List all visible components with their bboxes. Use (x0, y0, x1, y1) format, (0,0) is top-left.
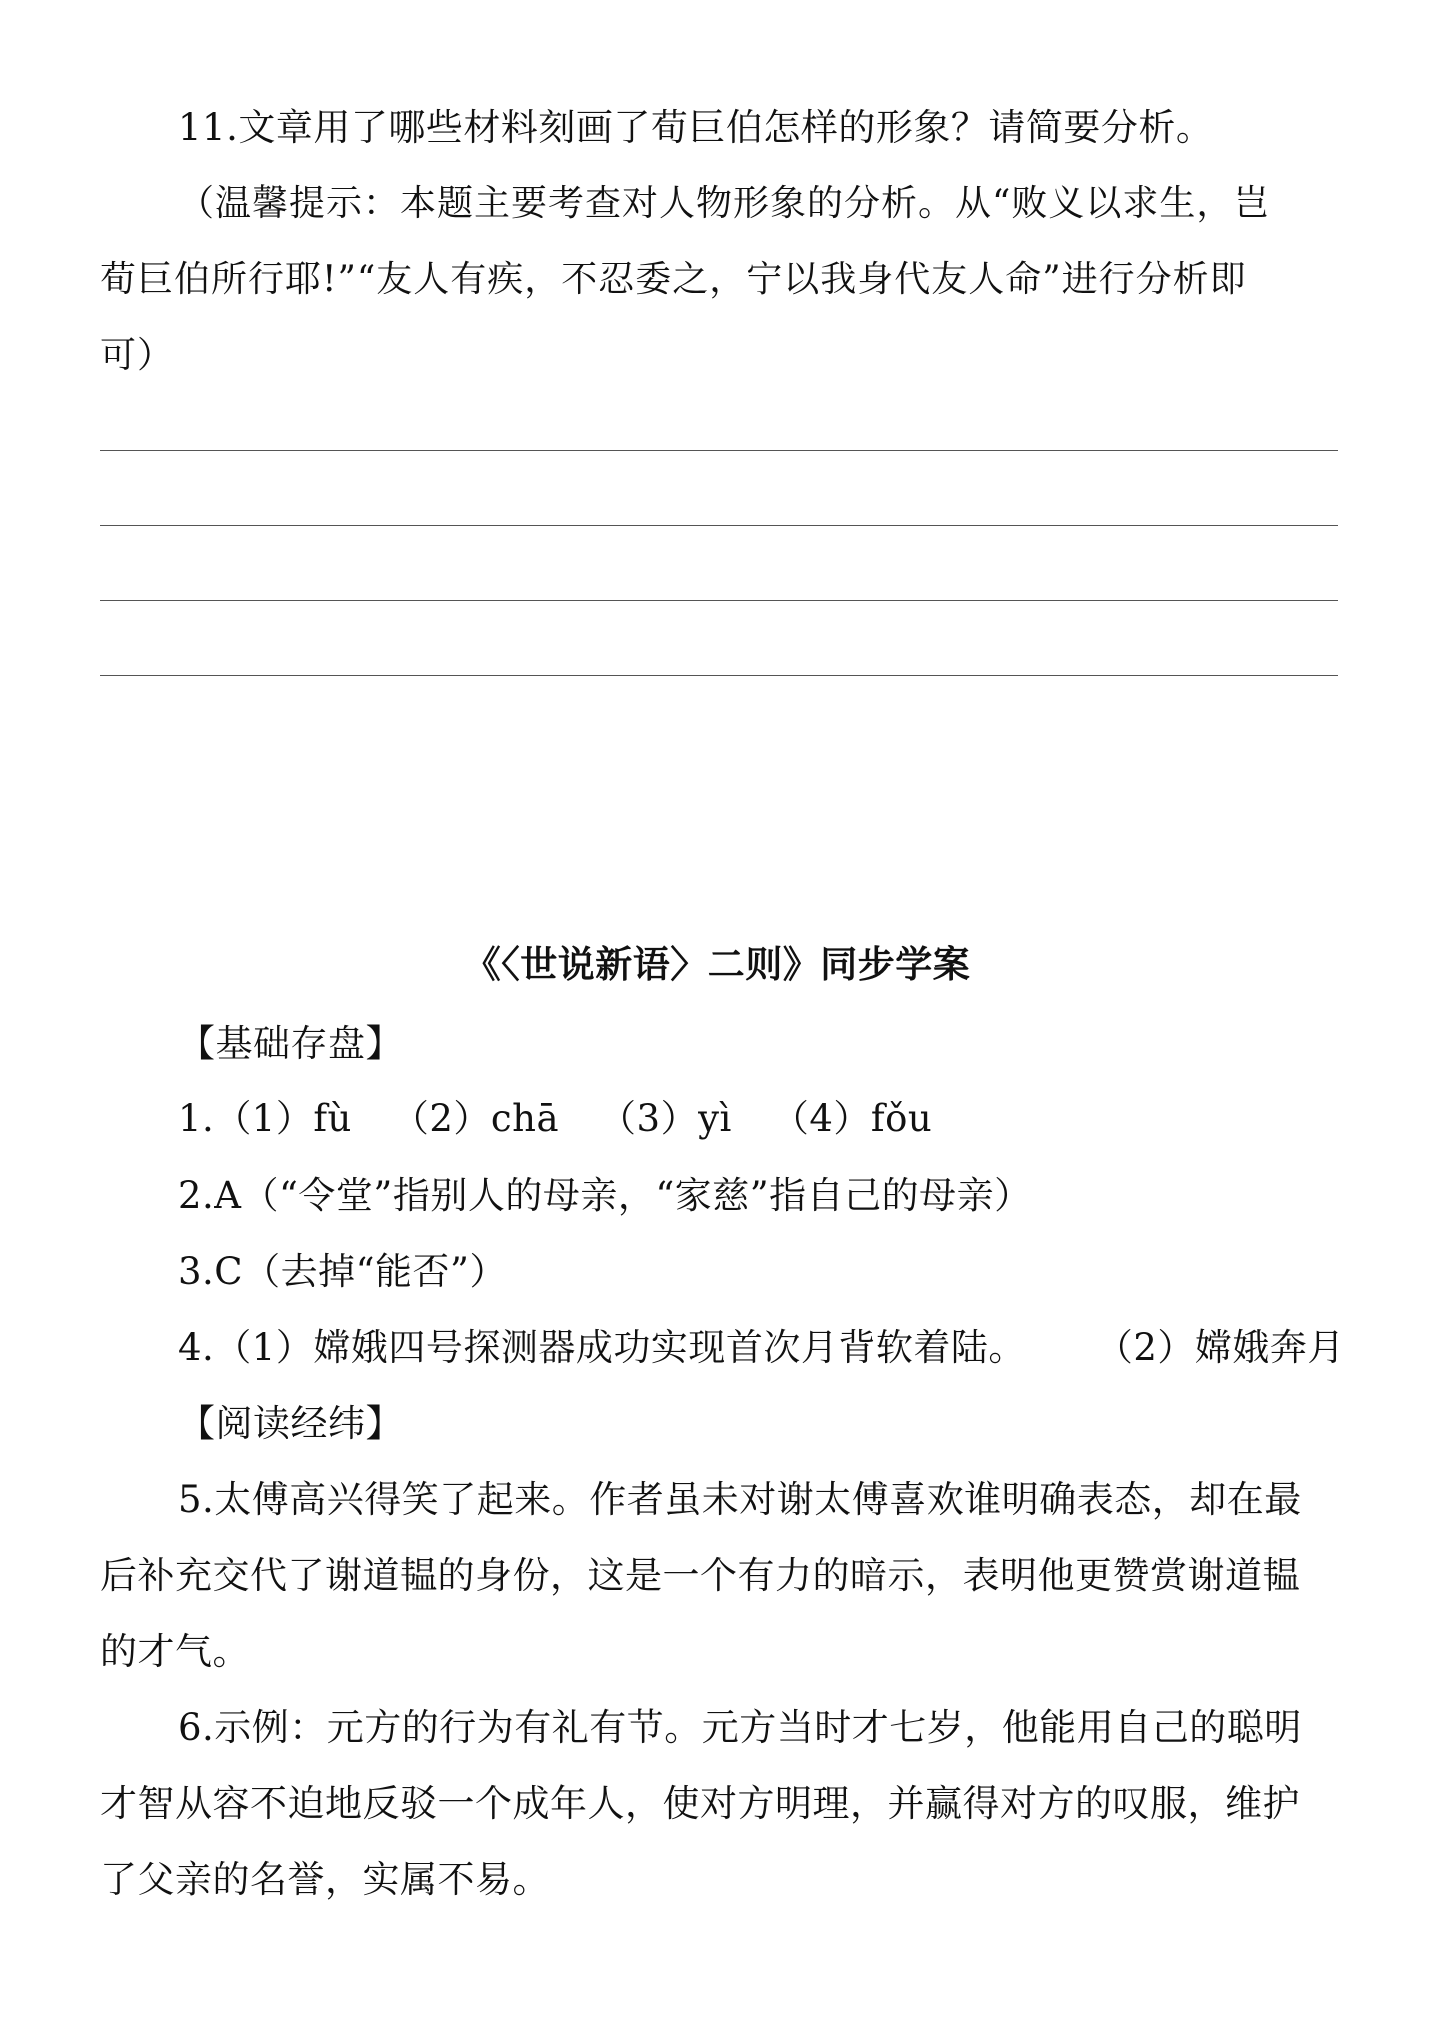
answer-item-1-number: 1. (178, 1097, 215, 1140)
answer-item-4-part-2: （2）嫦娥奔月 (1095, 1326, 1345, 1369)
answer-item-4-part-1: 4.（1）嫦娥四号探测器成功实现首次月背软着陆。 (178, 1326, 1026, 1369)
answer-writing-line[interactable] (100, 600, 1338, 601)
answer-item-1-part: （4）fǒu (771, 1097, 933, 1140)
answer-item-5-line-1: 5.太傅高兴得笑了起来。作者虽未对谢太傅喜欢谁明确表态，却在最 (178, 1478, 1302, 1521)
section-heading-basic: 【基础存盘】 (178, 1022, 403, 1065)
answer-writing-line[interactable] (100, 450, 1338, 451)
question-11-hint-line-1: （温馨提示：本题主要考查对人物形象的分析。从“败义以求生，岂 (178, 183, 1271, 224)
question-11-prompt: 11.文章用了哪些材料刻画了荀巨伯怎样的形象？请简要分析。 (178, 106, 1214, 149)
answer-item-1-part: （1）fù (214, 1097, 352, 1140)
answer-item-6-line-1: 6.示例：元方的行为有礼有节。元方当时才七岁，他能用自己的聪明 (178, 1706, 1302, 1749)
answer-item-1 (178, 1095, 932, 1143)
answer-item-6-line-3: 了父亲的名誉，实属不易。 (100, 1858, 550, 1901)
question-11-hint-line-3: 可） (100, 335, 175, 376)
answer-item-5-line-3: 的才气。 (100, 1630, 250, 1673)
answer-writing-line[interactable] (100, 675, 1338, 676)
answer-item-6-line-2: 才智从容不迫地反驳一个成年人，使对方明理，并赢得对方的叹服，维护 (100, 1782, 1300, 1825)
answer-key-title: 《〈世说新语〉二则》同步学案 (463, 942, 971, 986)
section-heading-reading: 【阅读经纬】 (178, 1402, 403, 1445)
answer-item-3: 3.C（去掉“能否”） (178, 1250, 507, 1293)
answer-item-1-part: （3）yì (599, 1097, 732, 1140)
question-11-hint-line-2: 荀巨伯所行耶!”“友人有疾，不忍委之，宁以我身代友人命”进行分析即 (100, 259, 1247, 300)
answer-writing-line[interactable] (100, 525, 1338, 526)
answer-item-1-part: （2）chā (391, 1097, 560, 1140)
answer-item-4 (178, 1324, 1345, 1372)
answer-item-5-line-2: 后补充交代了谢道韫的身份，这是一个有力的暗示，表明他更赞赏谢道韫 (100, 1554, 1300, 1597)
answer-item-2: 2.A（“令堂”指别人的母亲，“家慈”指自己的母亲） (178, 1174, 1032, 1217)
